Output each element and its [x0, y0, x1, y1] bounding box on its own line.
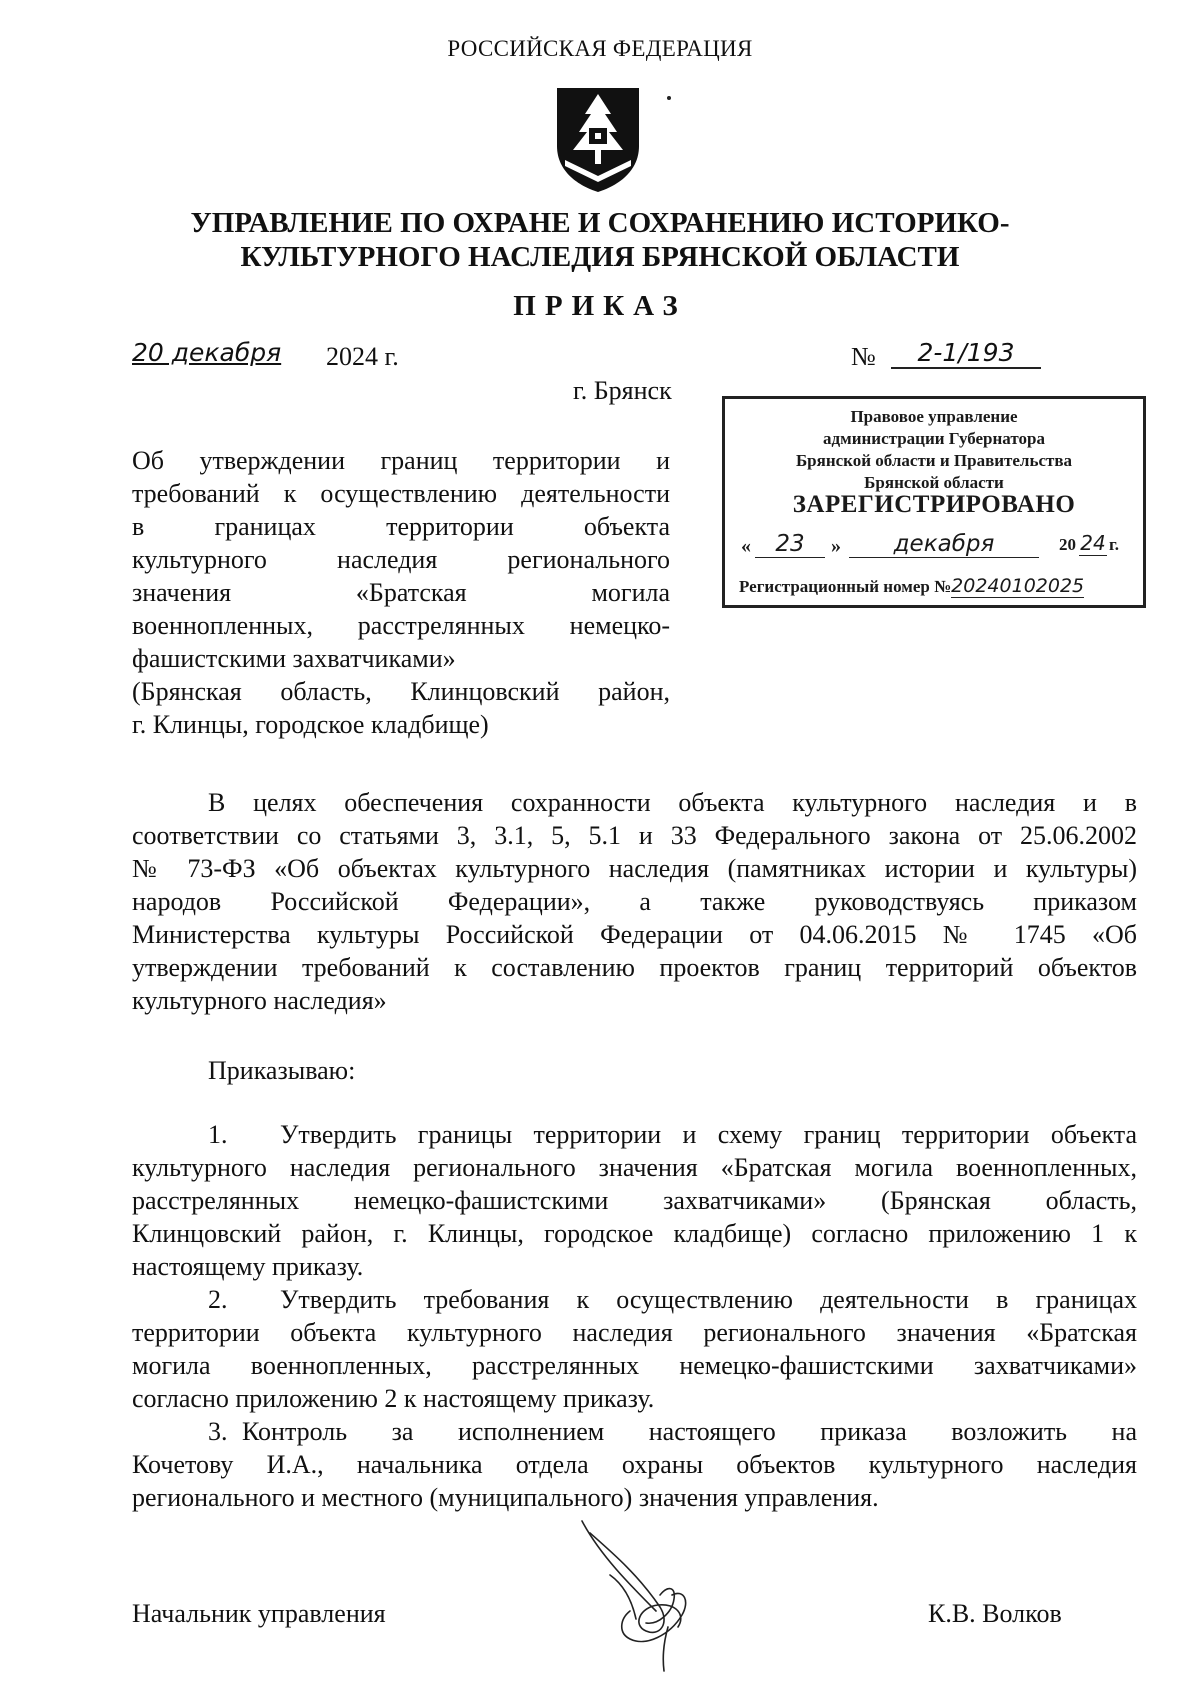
- preamble-line: культурного наследия»: [132, 986, 387, 1015]
- handwritten-signature-icon: [560, 1515, 720, 1675]
- order-item-2: [132, 1283, 1137, 1415]
- preamble-line: народов Российской Федерации», а также руководствуясь приказом: [132, 887, 1137, 916]
- stamp-month: декабря: [849, 531, 1039, 558]
- stamp-regnum-label: Регистрационный номер №: [739, 577, 952, 596]
- stamp-line-3: Брянской области и Правительства: [795, 451, 1073, 470]
- preamble-line: соответствии со статьями 3, 3.1, 5, 5.1 и 33 Федерального закона от 25.06.2002: [132, 821, 1137, 850]
- stamp-registered-label: ЗАРЕГИСТРИРОВАНО: [792, 491, 1076, 518]
- subject-line: требований к осуществлению деятельности: [132, 479, 670, 508]
- signer-name: К.В. Волков: [928, 1599, 1062, 1628]
- item-line: [132, 1118, 1137, 1151]
- item-number: 3.: [208, 1417, 228, 1446]
- subject-line: в границах территории объекта: [132, 512, 670, 541]
- stamp-line-1: Правовое управление: [850, 407, 1018, 426]
- item-line: настоящему приказу.: [132, 1252, 364, 1281]
- preamble-line: В целях обеспечения сохранности объекта культурного наследия и в: [208, 788, 1137, 817]
- order-number-sign: №: [851, 342, 876, 371]
- agency-name-line2: КУЛЬТУРНОГО НАСЛЕДИЯ БРЯНСКОЙ ОБЛАСТИ: [240, 241, 960, 273]
- item-line: Кочетову И.А., начальника отдела охраны объектов культурного наследия: [132, 1450, 1137, 1479]
- subject-line: культурного наследия регионального: [132, 545, 670, 574]
- agency-name: [0, 206, 1200, 274]
- preamble-line: утверждении требований к составлению проектов границ территорий объектов: [132, 953, 1137, 982]
- item-line: Клинцовский район, г. Клинцы, городское кладбище) согласно приложению 1 к: [132, 1219, 1137, 1248]
- stamp-year-prefix: 20: [1059, 535, 1076, 554]
- order-item-1: [132, 1118, 1137, 1283]
- country-name: РОССИЙСКАЯ ФЕДЕРАЦИЯ: [447, 36, 753, 61]
- preamble-paragraph: [132, 786, 1137, 1017]
- preamble-line: № 73-ФЗ «Об объектах культурного наследия (памятниках истории и культуры): [132, 854, 1137, 883]
- stamp-line-2: администрации Губернатора: [823, 429, 1045, 448]
- item-number: 1.: [208, 1120, 228, 1149]
- stamp-quote-close: »: [831, 535, 841, 557]
- item-line: регионального и местного (муниципального) значения управления.: [132, 1483, 879, 1512]
- stamp-day: 23: [755, 531, 825, 558]
- stamp-quote-open: «: [741, 535, 751, 557]
- stamp-date: [741, 531, 1131, 565]
- order-number: [851, 338, 1051, 378]
- item-line: расстрелянных немецко-фашистскими захватчиками» (Брянская область,: [132, 1186, 1137, 1215]
- subject-line: значения «Братская могила: [132, 578, 670, 607]
- item-line: [132, 1415, 1137, 1448]
- order-date-year: 2024 г.: [326, 342, 399, 371]
- stamp-line-4: Брянской области: [864, 473, 1004, 492]
- order-number-handwritten: 2-1/193: [891, 338, 1041, 369]
- stamp-year-suffix: 24: [1080, 531, 1106, 555]
- subject-line: (Брянская область, Клинцовский район,: [132, 677, 670, 706]
- stamp-year-g: г.: [1109, 535, 1120, 554]
- registration-stamp: [722, 396, 1146, 608]
- subject-line: Об утверждении границ территории и: [132, 446, 670, 475]
- signer-role: Начальник управления: [132, 1599, 386, 1628]
- order-date: [132, 338, 432, 378]
- item-line: согласно приложению 2 к настоящему приказу.: [132, 1384, 655, 1413]
- order-item-3: [132, 1415, 1137, 1514]
- document-type-title: ПРИКАЗ: [513, 290, 687, 322]
- stamp-regnum-value: 20240102025: [951, 575, 1085, 597]
- subject-line: фашистскими захватчиками»: [132, 644, 456, 673]
- subject-line: г. Клинцы, городское кладбище): [132, 710, 489, 739]
- subject-line: военнопленных, расстрелянных немецко-: [132, 611, 670, 640]
- item-line: [132, 1283, 1137, 1316]
- order-word: Приказываю:: [208, 1056, 356, 1085]
- order-subject: [132, 444, 670, 741]
- item-number: 2.: [208, 1285, 228, 1314]
- item-line: территории объекта культурного наследия регионального значения «Братская: [132, 1318, 1137, 1347]
- item-line: культурного наследия регионального значения «Братская могила военнопленных,: [132, 1153, 1137, 1182]
- order-date-handwritten: 20 декабря: [132, 338, 282, 367]
- city-name: г. Брянск: [573, 376, 672, 405]
- item-text: Утвердить границы территории и схему границ территории объекта: [280, 1120, 1137, 1149]
- speck-mark: [667, 96, 671, 100]
- item-text: Утвердить требования к осуществлению деятельности в границах: [280, 1285, 1137, 1314]
- agency-name-line1: УПРАВЛЕНИЕ ПО ОХРАНЕ И СОХРАНЕНИЮ ИСТОРИКО-: [190, 207, 1010, 239]
- item-line: могила военнопленных, расстрелянных немецко-фашистскими захватчиками»: [132, 1351, 1137, 1380]
- bryansk-coat-of-arms-icon: [553, 84, 643, 194]
- item-text: Контроль за исполнением настоящего приказа возложить на: [242, 1417, 1137, 1446]
- preamble-line: Министерства культуры Российской Федерации от 04.06.2015 № 1745 «Об: [132, 920, 1137, 949]
- stamp-registration-number: [739, 575, 1139, 597]
